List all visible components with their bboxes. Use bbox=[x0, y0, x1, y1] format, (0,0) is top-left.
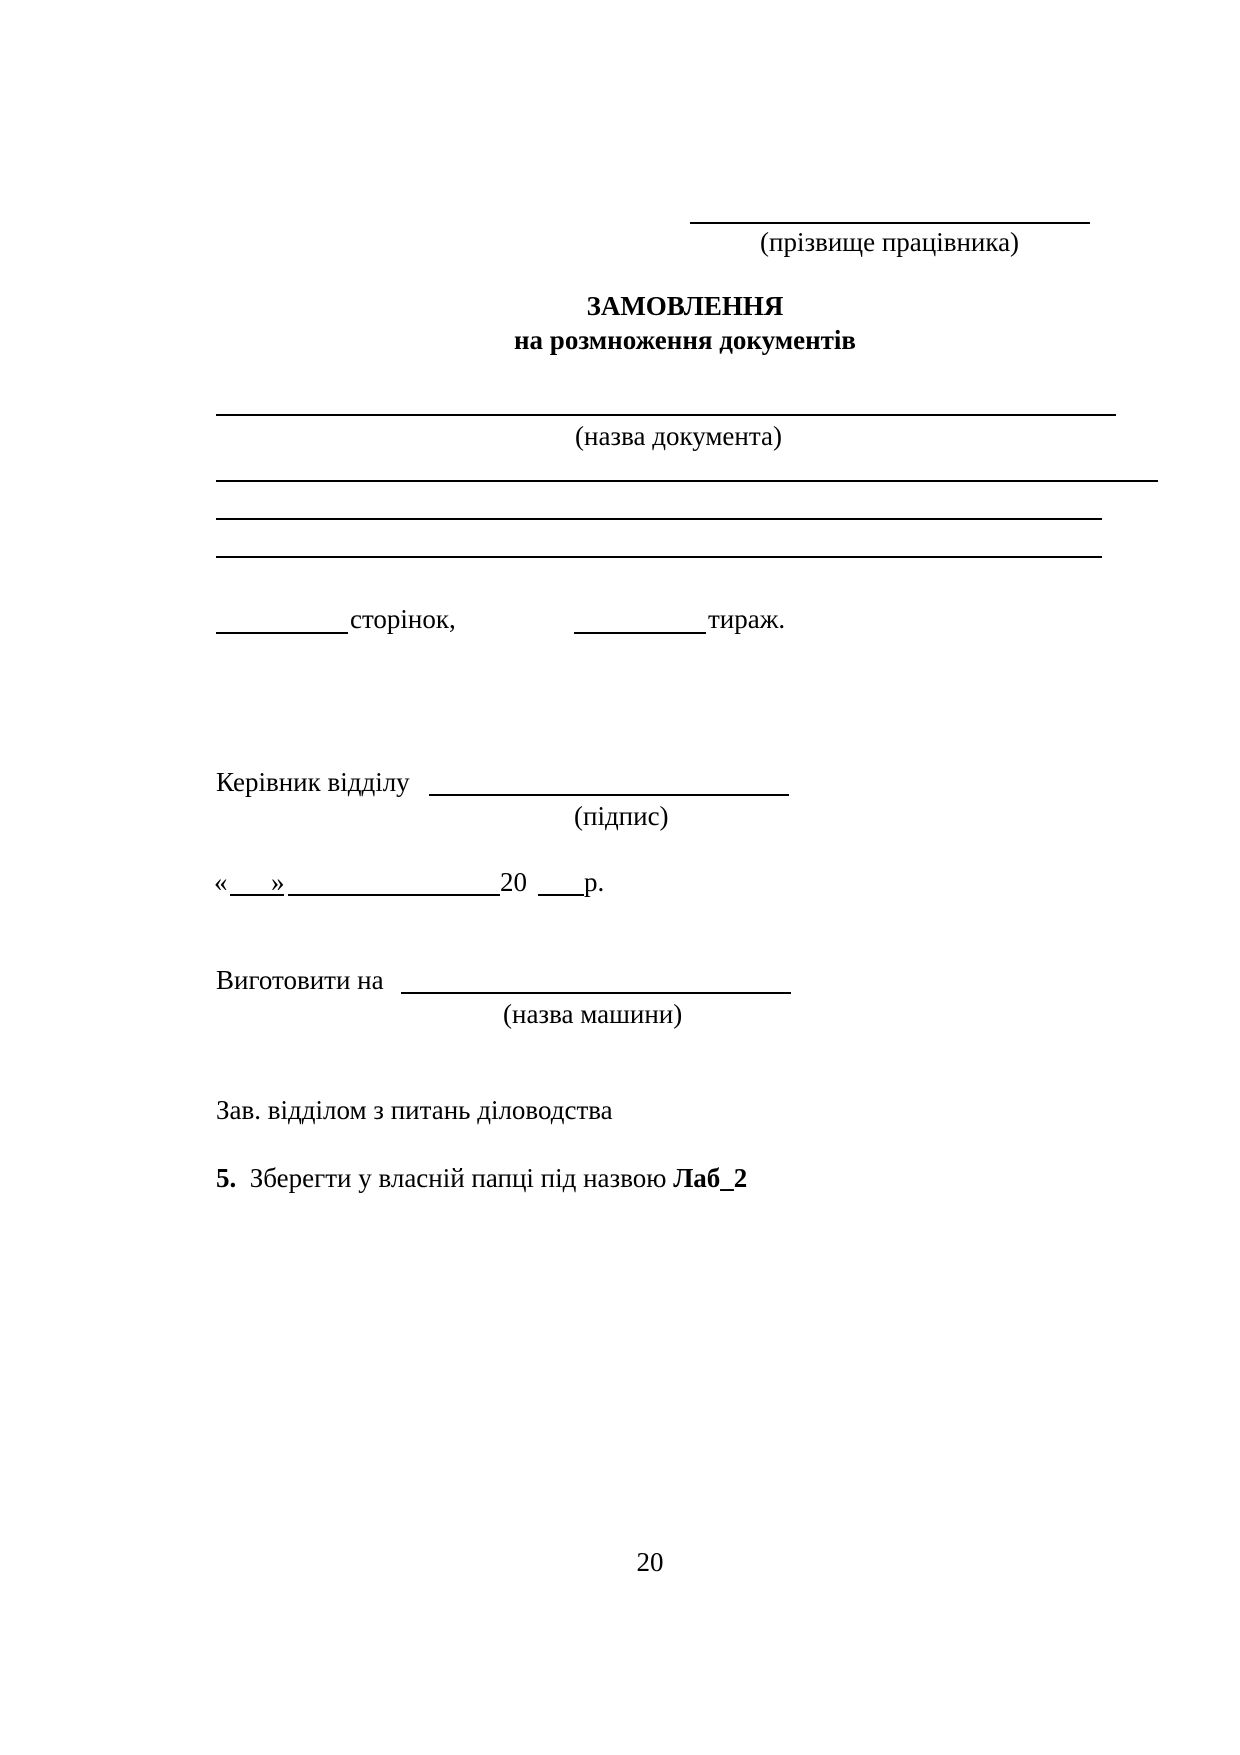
employee-surname-caption: (прізвище працівника) bbox=[760, 227, 1020, 257]
machine-name-line bbox=[401, 992, 791, 994]
document-name-line bbox=[216, 414, 1116, 416]
date-open-quote: « bbox=[214, 867, 228, 897]
copies-count-line bbox=[574, 632, 706, 634]
document-name-line-4 bbox=[216, 556, 1102, 558]
head-signature-line bbox=[429, 794, 789, 796]
task-text: Зберегти у власній папці під назвою bbox=[249, 1163, 667, 1193]
copies-label: тираж. bbox=[708, 604, 786, 634]
date-year-suffix: р. bbox=[584, 867, 605, 897]
date-close-quote: » bbox=[271, 867, 285, 897]
records-department-label: Зав. відділом з питань діловодства bbox=[216, 1095, 613, 1125]
pages-count-line bbox=[216, 632, 348, 634]
document-name-line-2 bbox=[216, 480, 1158, 482]
date-year-line bbox=[538, 894, 584, 896]
employee-surname-line bbox=[690, 222, 1090, 224]
task-number: 5. bbox=[216, 1163, 237, 1193]
head-signature-caption: (підпис) bbox=[574, 801, 669, 831]
page-number: 20 bbox=[636, 1547, 664, 1577]
date-month-line bbox=[288, 894, 500, 896]
date-year-prefix: 20 bbox=[500, 867, 527, 897]
task-folder-name: Лаб_2 bbox=[673, 1163, 748, 1193]
document-name-line-3 bbox=[216, 518, 1102, 520]
head-of-department-label: Керівник відділу bbox=[216, 767, 410, 797]
machine-name-caption: (назва машини) bbox=[503, 999, 683, 1029]
document-name-caption: (назва документа) bbox=[575, 421, 782, 451]
produce-on-label: Виготовити на bbox=[216, 965, 384, 995]
form-title: ЗАМОВЛЕННЯ bbox=[586, 291, 784, 321]
task-instruction bbox=[216, 1162, 747, 1194]
pages-label: сторінок, bbox=[350, 604, 456, 634]
form-subtitle: на розмноження документів bbox=[514, 325, 856, 355]
